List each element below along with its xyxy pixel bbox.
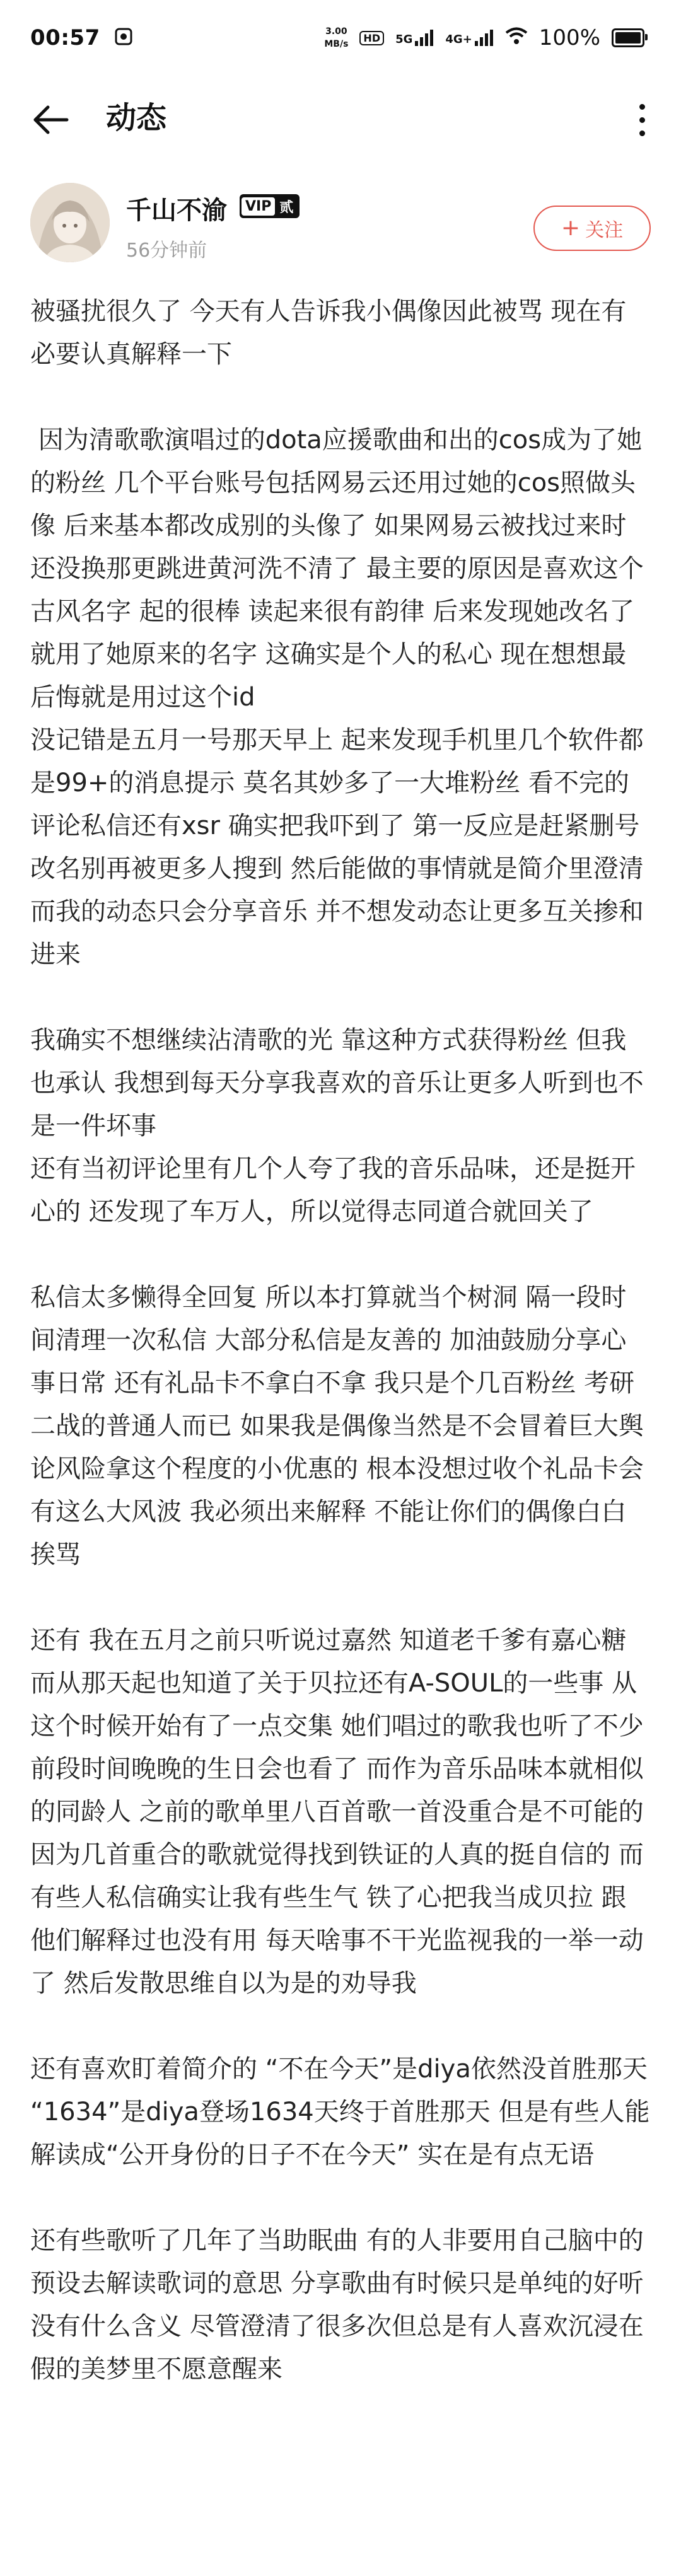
- signal-bars-icon: [415, 30, 434, 46]
- author-name[interactable]: 千山不渝: [126, 196, 227, 225]
- vip-badge-label: VIP: [242, 197, 275, 216]
- author-header: [30, 183, 651, 271]
- signal-4g-label: 4G+: [445, 33, 472, 46]
- app-bar: [0, 82, 681, 151]
- signal-5g: [395, 30, 434, 46]
- hd-badge: HD: [359, 31, 384, 45]
- page-title: 动态: [106, 100, 167, 136]
- status-right: [324, 25, 644, 50]
- net-speed: [324, 25, 348, 50]
- status-bar: [0, 0, 681, 76]
- back-button[interactable]: [28, 97, 73, 142]
- clock-time: 00:57: [30, 25, 100, 50]
- signal-4g: [445, 30, 493, 46]
- follow-button[interactable]: [533, 206, 651, 251]
- battery-percent: 100%: [538, 25, 600, 50]
- status-left: [30, 25, 133, 50]
- net-speed-unit: MB/s: [324, 39, 349, 49]
- more-options-button[interactable]: [623, 97, 661, 142]
- wifi-icon: [505, 27, 528, 49]
- plus-icon: +: [561, 215, 581, 241]
- follow-label: 关注: [585, 219, 624, 241]
- vip-badge-level: 贰: [279, 199, 294, 216]
- post-time: 56分钟前: [126, 240, 207, 262]
- notification-icon: [114, 27, 133, 49]
- signal-bars-icon: [475, 30, 494, 46]
- more-dot-icon: [639, 117, 645, 123]
- vip-badge: [240, 194, 300, 218]
- back-arrow-icon: [32, 105, 69, 135]
- net-speed-value: 3.00: [325, 26, 347, 37]
- more-dot-icon: [639, 131, 645, 136]
- more-dot-icon: [639, 104, 645, 110]
- battery-icon: [612, 28, 644, 47]
- post-body: 被骚扰很久了 今天有人告诉我小偶像因此被骂 现在有必要认真解释一下 因为清歌歌演唱过的dota应援歌曲和出的cos成为了她的粉丝 几个平台账号包括网易云还用过她的cos照做头像 后来基本都改成别的头像了 如果网易云被找过来时还没换那更跳进黄河洗不清了 最主要的原因是喜欢这个古风名字 起的很棒 读起来很有韵律 后来发现她改名了就用了她原来的名字 这确实是个人的私心 现在想想最后悔就是用过这个id 没记错是五月一号那天早上 起来发现手机里几个软件都是99+的消息提示 莫名其妙多了一大堆粉丝 看不完的评论私信还有xsr 确实把我吓到了 第一反应是赶紧删号改名别再被更多人搜到 然后能做的事情就是简介里澄清 而我的动态只会分享音乐 并不想发动态让更多互关掺和进来 我确实不想继续沾清歌的光 靠这种方式获得粉丝 但我也承认 我想到每天分享我喜欢的音乐让更多人听到也不是一件坏事 还有当初评论里有几个人夸了我的音乐品味，还是挺开心的 还发现了车万人，所以觉得志同道合就回关了 私信太多懒得全回复 所以本打算就当个树洞 隔一段时间清理一次私信 大部分私信是友善的 加油鼓励分享心事日常 还有礼品卡不拿白不拿 我只是个几百粉丝 考研二战的普通人而已 如果我是偶像当然是不会冒着巨大舆论风险拿这个程度的小优惠的 根本没想过收个礼品卡会有这么大风波 我必须出来解释 不能让你们的偶像白白挨骂 还有 我在五月之前只听说过嘉然 知道老千爹有嘉心糖 而从那天起也知道了关于贝拉还有A-SOUL的一些事 从这个时候开始有了一点交集 她们唱过的歌我也听了不少 前段时间晚晚的生日会也看了 而作为音乐品味本就相似的同龄人 之前的歌单里八百首歌一首没重合是不可能的 因为几首重合的歌就觉得找到铁证的人真的挺自信的 而有些人私信确实让我有些生气 铁了心把我当成贝拉 跟他们解释过也没有用 每天啥事不干光监视我的一举一动了 然后发散思维自以为是的劝导我 还有喜欢盯着简介的 “不在今天”是diya依然没首胜那天 “1634”是diya登场1634天终于首胜那天 但是有些人能解读成“公开身份的日子不在今天” 实在是有点无语 还有些歌听了几年了当助眠曲 有的人非要用自己脑中的预设去解读歌词的意思 分享歌曲有时候只是单纯的好听 没有什么含义 尽管澄清了很多次但总是有人喜欢沉浸在假的美梦里不愿意醒来: [30, 297, 650, 2384]
- signal-5g-label: 5G: [395, 33, 413, 46]
- avatar[interactable]: [30, 183, 110, 262]
